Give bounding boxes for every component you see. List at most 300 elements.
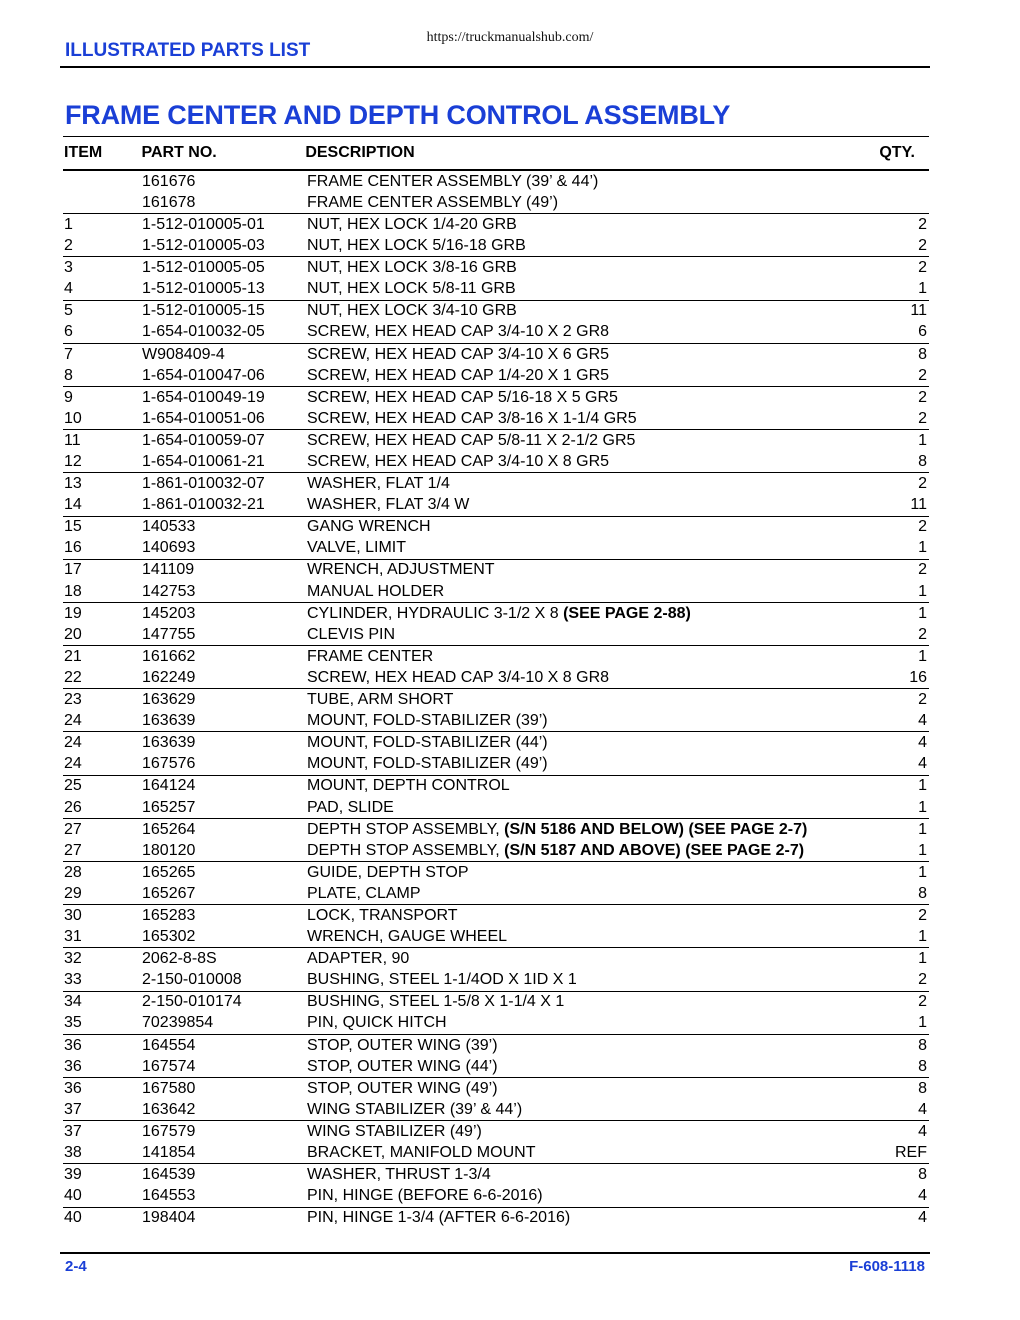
item-number: 27 xyxy=(64,820,82,838)
table-row xyxy=(63,948,929,970)
table-row xyxy=(63,279,929,301)
description-text: MOUNT, FOLD-STABILIZER (39’) xyxy=(307,712,548,730)
item-number: 14 xyxy=(64,496,82,514)
item-number: 19 xyxy=(64,604,82,622)
item-number: 3 xyxy=(64,259,73,277)
part-number: 167576 xyxy=(142,755,196,773)
description-text: VALVE, LIMIT xyxy=(307,539,406,557)
description xyxy=(307,864,877,882)
item-number: 13 xyxy=(64,475,82,493)
part-number: 140693 xyxy=(142,539,196,557)
item-number: 37 xyxy=(64,1100,82,1118)
item-number: 10 xyxy=(64,409,82,427)
quantity: 1 xyxy=(918,841,927,859)
description-text: NUT, HEX LOCK 5/8-11 GRB xyxy=(307,280,516,298)
quantity: 2 xyxy=(918,993,927,1011)
quantity: 8 xyxy=(918,1079,927,1097)
description-text: NUT, HEX LOCK 3/8-16 GRB xyxy=(307,259,517,277)
part-number: 165264 xyxy=(142,820,196,838)
description-text: WRENCH, ADJUSTMENT xyxy=(307,561,495,579)
description-text: BRACKET, MANIFOLD MOUNT xyxy=(307,1144,536,1162)
description xyxy=(307,302,877,320)
table-row xyxy=(63,668,929,690)
description-text: GUIDE, DEPTH STOP xyxy=(307,863,469,881)
table-row xyxy=(63,214,929,236)
quantity: 2 xyxy=(918,215,927,233)
description xyxy=(307,323,877,341)
col-item-header: ITEM xyxy=(64,144,103,161)
table-row xyxy=(63,236,929,258)
part-number: 167579 xyxy=(142,1122,196,1140)
description-text: MOUNT, FOLD-STABILIZER (49’) xyxy=(307,755,548,773)
description xyxy=(307,971,877,989)
description-text: NUT, HEX LOCK 3/4-10 GRB xyxy=(307,302,517,320)
description xyxy=(307,648,877,666)
table-row xyxy=(63,624,929,646)
quantity: 8 xyxy=(918,1166,927,1184)
quantity: 4 xyxy=(918,1209,927,1227)
item-number: 18 xyxy=(64,582,82,600)
table-row xyxy=(63,257,929,279)
part-number: 142753 xyxy=(142,582,196,600)
footer-divider xyxy=(60,1252,930,1254)
table-row xyxy=(63,711,929,733)
quantity: 2 xyxy=(918,691,927,709)
part-number: 141854 xyxy=(142,1144,196,1162)
part-number: 165265 xyxy=(142,863,196,881)
description-text: CYLINDER, HYDRAULIC 3-1/2 X 8 xyxy=(307,604,564,622)
item-number: 4 xyxy=(64,280,73,298)
table-row xyxy=(63,646,929,668)
description-text: PIN, QUICK HITCH xyxy=(307,1014,447,1032)
table-row xyxy=(63,495,929,517)
quantity: 4 xyxy=(918,755,927,773)
table-row xyxy=(63,560,929,582)
item-number: 8 xyxy=(64,366,73,384)
table-row xyxy=(63,819,929,841)
item-number: 35 xyxy=(64,1014,82,1032)
description-text: SCREW, HEX HEAD CAP 5/8-11 X 2-1/2 GR5 xyxy=(307,431,636,449)
table-row xyxy=(63,301,929,323)
description-text: SCREW, HEX HEAD CAP 5/16-18 X 5 GR5 xyxy=(307,388,618,406)
description xyxy=(307,928,877,946)
quantity: 1 xyxy=(918,1014,927,1032)
table-row xyxy=(63,1035,929,1057)
part-number: 180120 xyxy=(142,841,196,859)
table-row xyxy=(63,1100,929,1122)
table-row xyxy=(63,603,929,625)
quantity: 1 xyxy=(918,820,927,838)
item-number: 6 xyxy=(64,323,73,341)
description-text: CLEVIS PIN xyxy=(307,625,396,643)
table-row xyxy=(63,840,929,862)
item-number: 29 xyxy=(64,884,82,902)
description xyxy=(307,842,877,860)
quantity: 4 xyxy=(918,1100,927,1118)
description xyxy=(307,346,877,364)
item-number: 23 xyxy=(64,691,82,709)
description-text: LOCK, TRANSPORT xyxy=(307,906,458,924)
quantity: 2 xyxy=(918,625,927,643)
item-number: 36 xyxy=(64,1079,82,1097)
quantity: 6 xyxy=(918,323,927,341)
table-row xyxy=(63,473,929,495)
item-number: 33 xyxy=(64,971,82,989)
part-number: 167580 xyxy=(142,1079,196,1097)
description xyxy=(307,777,877,795)
quantity: 2 xyxy=(918,388,927,406)
table-row xyxy=(63,322,929,344)
col-part-header: PART NO. xyxy=(141,144,217,161)
description xyxy=(307,453,877,471)
source-url: https://truckmanualshub.com/ xyxy=(426,30,594,45)
description xyxy=(307,1037,877,1055)
quantity: 1 xyxy=(918,280,927,298)
description-text: SCREW, HEX HEAD CAP 3/8-16 X 1-1/4 GR5 xyxy=(307,409,637,427)
quantity: 11 xyxy=(910,496,927,514)
description-text: MANUAL HOLDER xyxy=(307,582,445,600)
quantity: 8 xyxy=(918,1057,927,1075)
description-text: NUT, HEX LOCK 5/16-18 GRB xyxy=(307,237,526,255)
document-number: F-608-1118 xyxy=(849,1258,925,1275)
item-number: 27 xyxy=(64,841,82,859)
parts-table xyxy=(63,136,929,1229)
description-text: MOUNT, DEPTH CONTROL xyxy=(307,777,510,795)
table-row xyxy=(63,517,929,539)
description xyxy=(307,389,877,407)
part-number: 1-512-010005-05 xyxy=(142,259,265,277)
description-text: WASHER, THRUST 1-3/4 xyxy=(307,1166,491,1184)
quantity: 2 xyxy=(918,366,927,384)
description-text: DEPTH STOP ASSEMBLY, xyxy=(307,820,505,838)
quantity: 4 xyxy=(918,734,927,752)
quantity: REF xyxy=(895,1144,927,1162)
description xyxy=(307,799,877,817)
description xyxy=(307,173,877,191)
description-text: STOP, OUTER WING (49’) xyxy=(307,1079,498,1097)
description xyxy=(307,626,877,644)
item-number: 24 xyxy=(64,712,82,730)
item-number: 5 xyxy=(64,302,73,320)
table-header xyxy=(63,136,929,171)
part-number: 165302 xyxy=(142,928,196,946)
part-number: 145203 xyxy=(142,604,196,622)
description-text: WASHER, FLAT 1/4 xyxy=(307,475,450,493)
table-row xyxy=(63,905,929,927)
description-text: TUBE, ARM SHORT xyxy=(307,691,454,709)
item-number: 32 xyxy=(64,950,82,968)
item-number: 15 xyxy=(64,518,82,536)
quantity: 1 xyxy=(918,539,927,557)
description-text: STOP, OUTER WING (44’) xyxy=(307,1057,498,1075)
description xyxy=(307,496,877,514)
item-number: 20 xyxy=(64,625,82,643)
part-number: 1-654-010049-19 xyxy=(142,388,265,406)
part-number: 1-654-010059-07 xyxy=(142,431,265,449)
part-number: 1-654-010032-05 xyxy=(142,323,265,341)
table-row xyxy=(63,776,929,798)
table-row xyxy=(63,862,929,884)
description xyxy=(307,821,877,839)
table-row xyxy=(63,689,929,711)
description-text: WASHER, FLAT 3/4 W xyxy=(307,496,470,514)
part-number: 1-861-010032-07 xyxy=(142,475,265,493)
table-row xyxy=(63,344,929,366)
quantity: 4 xyxy=(918,1122,927,1140)
quantity: 1 xyxy=(918,431,927,449)
description xyxy=(307,432,877,450)
quantity: 2 xyxy=(918,561,927,579)
item-number: 1 xyxy=(64,215,73,233)
description-text: GANG WRENCH xyxy=(307,518,431,536)
item-number: 17 xyxy=(64,561,82,579)
table-row xyxy=(63,365,929,387)
quantity: 16 xyxy=(909,668,927,686)
description-text: PIN, HINGE (BEFORE 6-6-2016) xyxy=(307,1187,543,1205)
description xyxy=(307,280,877,298)
part-number: 1-512-010005-13 xyxy=(142,280,265,298)
description-text: FRAME CENTER xyxy=(307,647,434,665)
quantity: 4 xyxy=(918,1187,927,1205)
table-row xyxy=(63,927,929,949)
quantity: 8 xyxy=(918,345,927,363)
item-number: 12 xyxy=(64,453,82,471)
quantity: 8 xyxy=(918,453,927,471)
table-row xyxy=(63,732,929,754)
part-number: 165257 xyxy=(142,798,196,816)
description xyxy=(307,885,877,903)
description-text: FRAME CENTER ASSEMBLY (39’ & 44’) xyxy=(307,172,599,190)
item-number: 40 xyxy=(64,1187,82,1205)
item-number: 11 xyxy=(64,431,81,449)
description-text: DEPTH STOP ASSEMBLY, xyxy=(307,841,505,859)
item-number: 7 xyxy=(64,345,73,363)
part-number: 1-512-010005-03 xyxy=(142,237,265,255)
description xyxy=(307,259,877,277)
item-number: 9 xyxy=(64,388,73,406)
table-row xyxy=(63,1013,929,1035)
item-number: 24 xyxy=(64,734,82,752)
description-text: BUSHING, STEEL 1-1/4OD X 1ID X 1 xyxy=(307,971,577,989)
part-number: 164539 xyxy=(142,1166,196,1184)
description xyxy=(307,691,877,709)
part-number: W908409-4 xyxy=(142,345,225,363)
part-number: 1-512-010005-15 xyxy=(142,302,265,320)
table-row xyxy=(63,884,929,906)
part-number: 167574 xyxy=(142,1057,196,1075)
table-row xyxy=(63,193,929,215)
item-number: 30 xyxy=(64,906,82,924)
part-number: 2-150-010008 xyxy=(142,971,242,989)
quantity: 1 xyxy=(918,582,927,600)
item-number: 40 xyxy=(64,1209,82,1227)
table-row xyxy=(63,1208,929,1230)
description xyxy=(307,755,877,773)
item-number: 21 xyxy=(64,647,82,665)
item-number: 26 xyxy=(64,798,82,816)
table-row xyxy=(63,581,929,603)
table-row xyxy=(63,754,929,776)
item-number: 36 xyxy=(64,1036,82,1054)
description-note: (SEE PAGE 2-88) xyxy=(563,604,691,622)
item-number: 31 xyxy=(64,928,82,946)
table-row xyxy=(63,1078,929,1100)
description xyxy=(307,1166,877,1184)
description xyxy=(307,605,877,623)
quantity: 2 xyxy=(918,906,927,924)
item-number: 16 xyxy=(64,539,82,557)
description xyxy=(307,907,877,925)
description-text: NUT, HEX LOCK 1/4-20 GRB xyxy=(307,215,517,233)
table-row xyxy=(63,1121,929,1143)
description-text: SCREW, HEX HEAD CAP 3/4-10 X 8 GR8 xyxy=(307,668,610,686)
description-text: SCREW, HEX HEAD CAP 3/4-10 X 2 GR8 xyxy=(307,323,610,341)
quantity: 2 xyxy=(918,475,927,493)
page-title: FRAME CENTER AND DEPTH CONTROL ASSEMBLY xyxy=(65,100,731,130)
part-number: 1-512-010005-01 xyxy=(142,215,265,233)
part-number: 165283 xyxy=(142,906,196,924)
part-number: 161676 xyxy=(142,172,196,190)
item-number: 25 xyxy=(64,777,82,795)
table-row xyxy=(63,387,929,409)
item-number: 34 xyxy=(64,993,82,1011)
description xyxy=(307,583,877,601)
description xyxy=(307,539,877,557)
part-number: 2-150-010174 xyxy=(142,993,242,1011)
col-qty-header: QTY. xyxy=(879,144,915,161)
description-note: (S/N 5186 AND BELOW) (SEE PAGE 2-7) xyxy=(504,820,808,838)
description-text: ADAPTER, 90 xyxy=(307,950,410,968)
description xyxy=(307,367,877,385)
quantity: 1 xyxy=(918,777,927,795)
description-text: WRENCH, GAUGE WHEEL xyxy=(307,928,508,946)
part-number: 1-861-010032-21 xyxy=(142,496,265,514)
quantity: 8 xyxy=(918,1036,927,1054)
description-text: SCREW, HEX HEAD CAP 3/4-10 X 8 GR5 xyxy=(307,453,610,471)
part-number: 198404 xyxy=(142,1209,196,1227)
table-row xyxy=(63,171,929,193)
item-number: 39 xyxy=(64,1166,82,1184)
description xyxy=(307,1123,877,1141)
part-number: 1-654-010047-06 xyxy=(142,366,265,384)
description xyxy=(307,475,877,493)
quantity: 1 xyxy=(918,798,927,816)
description-text: SCREW, HEX HEAD CAP 3/4-10 X 6 GR5 xyxy=(307,345,610,363)
description-text: PAD, SLIDE xyxy=(307,798,394,816)
description-text: STOP, OUTER WING (39’) xyxy=(307,1036,498,1054)
item-number: 28 xyxy=(64,863,82,881)
part-number: 70239854 xyxy=(142,1014,214,1032)
part-number: 165267 xyxy=(142,884,196,902)
table-row xyxy=(63,970,929,992)
table-row xyxy=(63,1186,929,1208)
description-note: (S/N 5187 AND ABOVE) (SEE PAGE 2-7) xyxy=(504,841,805,859)
description-text: WING STABILIZER (39’ & 44’) xyxy=(307,1100,523,1118)
part-number: 161662 xyxy=(142,647,196,665)
description xyxy=(307,950,877,968)
quantity: 8 xyxy=(918,884,927,902)
quantity: 11 xyxy=(910,302,927,320)
description-text: SCREW, HEX HEAD CAP 1/4-20 X 1 GR5 xyxy=(307,366,610,384)
item-number: 22 xyxy=(64,668,82,686)
part-number: 164554 xyxy=(142,1036,196,1054)
description-text: FRAME CENTER ASSEMBLY (49’) xyxy=(307,193,559,211)
table-row xyxy=(63,1164,929,1186)
part-number: 161678 xyxy=(142,193,196,211)
table-row xyxy=(63,992,929,1014)
description xyxy=(307,194,877,212)
description xyxy=(307,734,877,752)
part-number: 162249 xyxy=(142,668,196,686)
description-text: WING STABILIZER (49’) xyxy=(307,1122,482,1140)
part-number: 1-654-010051-06 xyxy=(142,409,265,427)
part-number: 1-654-010061-21 xyxy=(142,453,265,471)
part-number: 164553 xyxy=(142,1187,196,1205)
part-number: 163639 xyxy=(142,712,196,730)
description xyxy=(307,237,877,255)
item-number: 38 xyxy=(64,1144,82,1162)
description xyxy=(307,1101,877,1119)
description xyxy=(307,216,877,234)
table-row xyxy=(63,1056,929,1078)
quantity: 1 xyxy=(918,647,927,665)
description-text: PLATE, CLAMP xyxy=(307,884,421,902)
description xyxy=(307,561,877,579)
part-number: 163642 xyxy=(142,1100,196,1118)
description xyxy=(307,669,877,687)
table-row xyxy=(63,538,929,560)
table-row xyxy=(63,797,929,819)
part-number: 2062-8-8S xyxy=(142,950,217,968)
quantity: 2 xyxy=(918,237,927,255)
quantity: 1 xyxy=(918,604,927,622)
table-row xyxy=(63,430,929,452)
page-number: 2-4 xyxy=(65,1258,87,1275)
table-row xyxy=(63,409,929,431)
quantity: 1 xyxy=(918,863,927,881)
description-text: PIN, HINGE 1-3/4 (AFTER 6-6-2016) xyxy=(307,1209,571,1227)
part-number: 164124 xyxy=(142,777,196,795)
description xyxy=(307,1209,877,1227)
description-text: MOUNT, FOLD-STABILIZER (44’) xyxy=(307,734,548,752)
description xyxy=(307,993,877,1011)
description xyxy=(307,518,877,536)
header-divider xyxy=(60,66,930,68)
quantity: 1 xyxy=(918,950,927,968)
description xyxy=(307,1187,877,1205)
table-row xyxy=(63,452,929,474)
quantity: 2 xyxy=(918,259,927,277)
quantity: 2 xyxy=(918,409,927,427)
col-desc-header: DESCRIPTION xyxy=(305,144,415,161)
part-number: 147755 xyxy=(142,625,196,643)
description xyxy=(307,1058,877,1076)
quantity: 1 xyxy=(918,928,927,946)
part-number: 163639 xyxy=(142,734,196,752)
item-number: 36 xyxy=(64,1057,82,1075)
item-number: 2 xyxy=(64,237,73,255)
section-title: ILLUSTRATED PARTS LIST xyxy=(65,40,311,61)
quantity: 2 xyxy=(918,971,927,989)
description xyxy=(307,1080,877,1098)
description xyxy=(307,1144,877,1162)
description xyxy=(307,712,877,730)
description-text: BUSHING, STEEL 1-5/8 X 1-1/4 X 1 xyxy=(307,993,565,1011)
quantity: 2 xyxy=(918,518,927,536)
quantity: 4 xyxy=(918,712,927,730)
item-number: 37 xyxy=(64,1122,82,1140)
description xyxy=(307,410,877,428)
